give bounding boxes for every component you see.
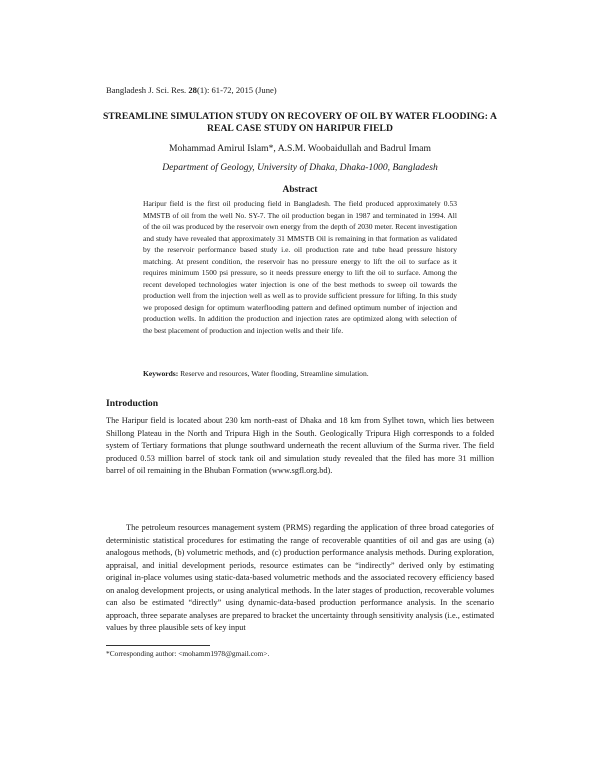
keywords-text: Reserve and resources, Water flooding, Streamline simulation. xyxy=(178,369,369,378)
abstract-text: Haripur field is the first oil producing field in Bangladesh. The field produced approximately 0.53 MMSTB of oil from the well No. SY-7. The oil production began in 1987 and terminated in 1994. All of the oil was produced by the reservoir own energy from the depth of 2030 meter. Recent investigation and study have revealed that approximately 31 MMSTB Oil is remaining in that formation as validated by the reservoir performance based study i.e. oil production rate and tube head pressure history matching. At present condition, the reservoir has no pressure energy to lift the oil to surface as it requires minimum 1500 psi pressure, so it needs pressure energy to lift the oil to surface. Among the recent developed technologies water injection is one of the best methods to sweep oil towards the production well from the injection well as well as to provide sufficient pressure for lifting. In this study we proposed design for optimum waterflooding pattern and defined optimum number of injection and production wells. In addition the production and injection rates are optimized along with selection of the best placement of production and injection wells and their life. xyxy=(143,199,457,335)
paragraph: The Haripur field is located about 230 km north-east of Dhaka and 18 km from Sylhet town, which lies between Shillong Plateau in the North and Tripura High in the South. Geologically Tripura High corresponds to a folded system of Tertiary formations that plunge southward underneath the recent alluvium of the Surma river. The field produced 0.53 million barrel of stock tank oil and simulation study revealed that the filed has more 31 million barrel of oil remaining in the Bhuban Formation (www.sgfl.org.bd). xyxy=(106,416,494,475)
journal-name: Bangladesh J. Sci. Res. xyxy=(106,85,189,95)
paragraph: The petroleum resources management system (PRMS) regarding the application of three broad categories of deterministic statistical procedures for estimating the range of recoverable quantities of oil and gas are using (a) analogous methods, (b) volumetric methods, and (c) production performance analysis methods. During exploration, appraisal, and initial development periods, resource estimates can be “indirectly” derived only by estimating original in-place volumes using static-data-based volumetric methods and the associated recovery efficiency based on analog development projects, or using analytical methods. In the later stages of production, recoverable volumes can also be estimated “directly” using dynamic-data-based production performance analysis. In the scenario approach, three separate analyses are prepared to bracket the uncertainty through sensitivity analysis (i.e., estimated values by three plausible sets of key input xyxy=(106,523,494,632)
footnote-divider xyxy=(106,645,210,646)
journal-issue-pages: (1): 61-72, 2015 (June) xyxy=(196,85,277,95)
footnote-corresponding-author: *Corresponding author: <mohamm1978@gmail.com>. xyxy=(106,649,270,658)
keywords-label: Keywords: xyxy=(143,369,179,378)
journal-volume: 28 xyxy=(188,85,197,95)
affiliation: Department of Geology, University of Dhaka, Dhaka-1000, Bangladesh xyxy=(162,162,438,173)
keywords xyxy=(143,368,457,379)
journal-citation xyxy=(106,85,277,95)
author-list: Mohammad Amirul Islam*, A.S.M. Woobaidullah and Badrul Imam xyxy=(168,143,432,154)
paper-title: STREAMLINE SIMULATION STUDY ON RECOVERY OF OIL BY WATER FLOODING: A REAL CASE STUDY ON HARIPUR FIELD xyxy=(103,111,497,134)
section-heading-introduction: Introduction xyxy=(106,398,159,409)
abstract-heading: Abstract xyxy=(282,185,318,195)
